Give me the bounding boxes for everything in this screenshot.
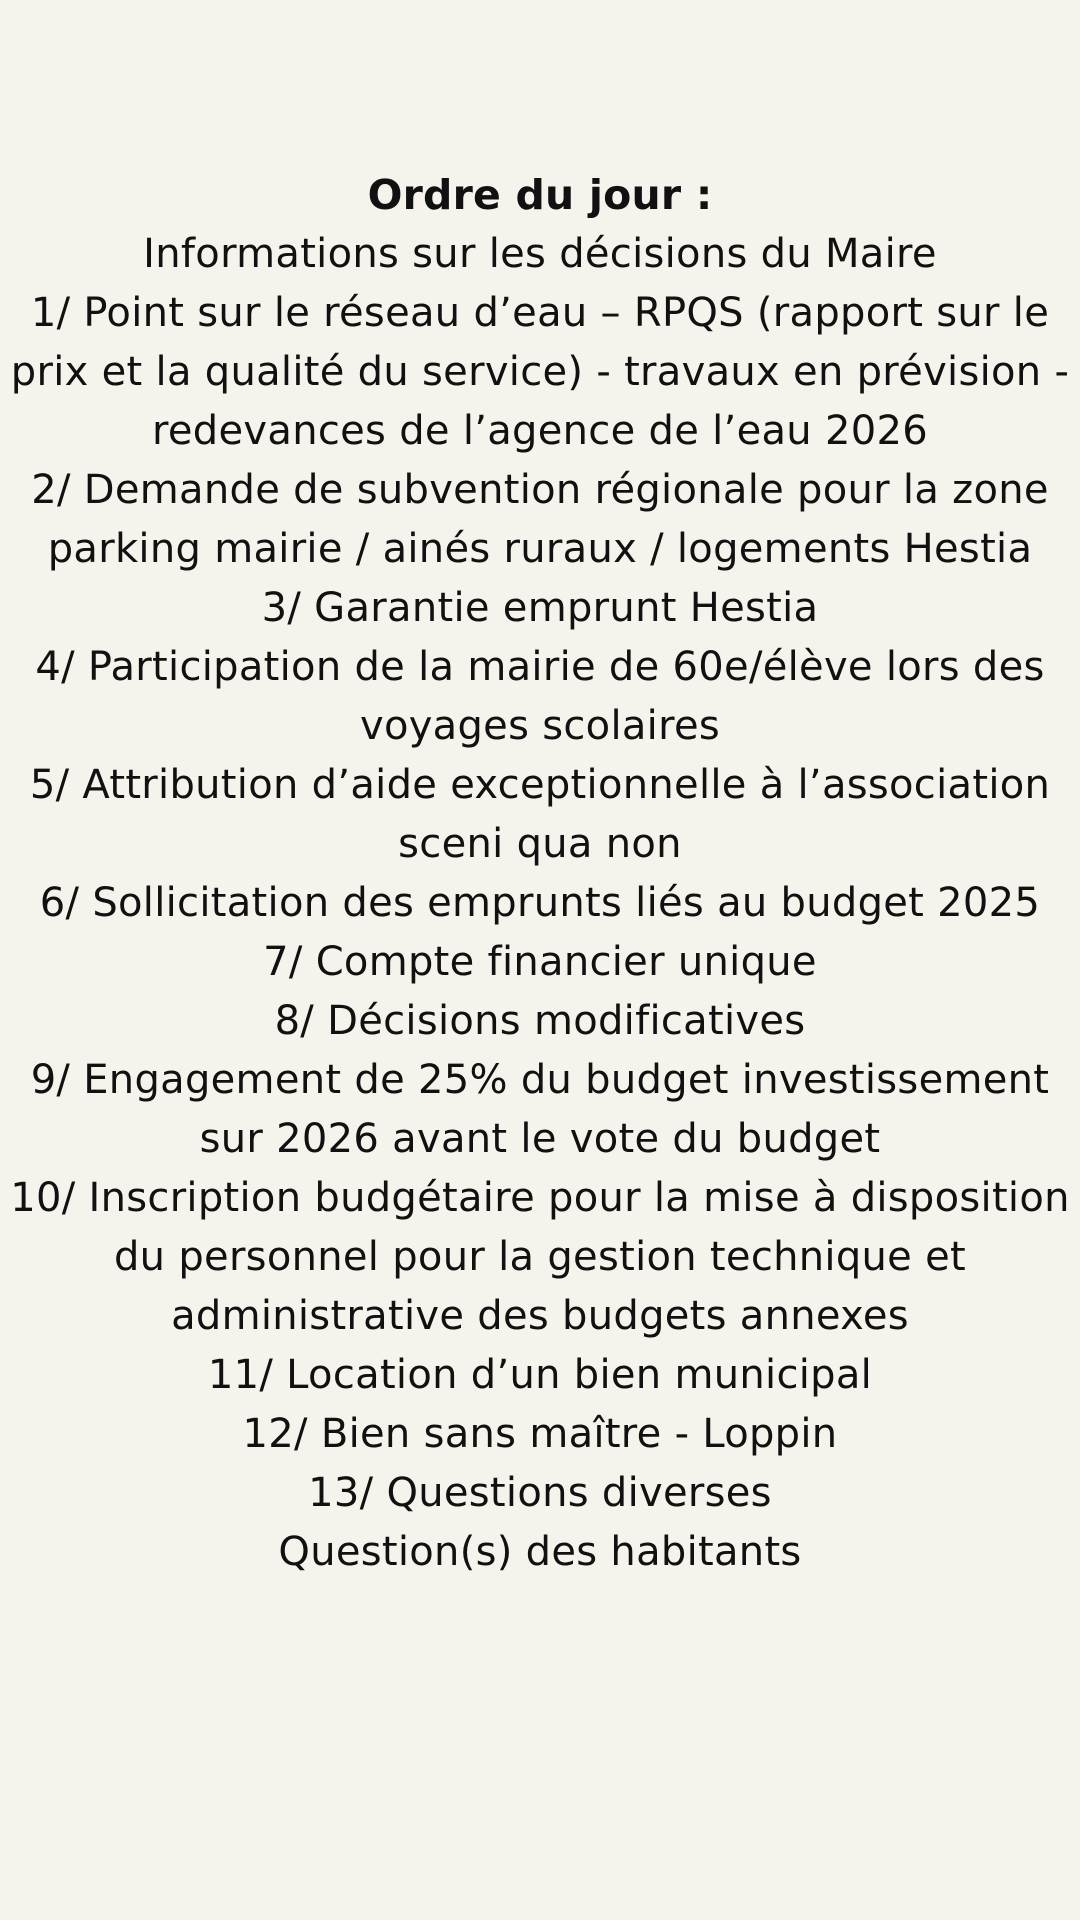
agenda-item-6: 6/ Sollicitation des emprunts liés au budget 2025 [39, 880, 1041, 926]
agenda-item-13: 13/ Questions diverses [308, 1470, 772, 1516]
agenda-item-3: 3/ Garantie emprunt Hestia [261, 585, 819, 631]
agenda-item-8: 8/ Décisions modificatives [274, 998, 806, 1044]
agenda-item-9: 9/ Engagement de 25% du budget investissement sur 2026 avant le vote du budget [30, 1057, 1050, 1162]
agenda-item-residents-questions: Question(s) des habitants [278, 1529, 802, 1575]
agenda-item-2: 2/ Demande de subvention régionale pour la zone parking mairie / ainés ruraux / logements Hestia [31, 467, 1049, 572]
agenda-item-7: 7/ Compte financier unique [263, 939, 817, 985]
agenda-item-11: 11/ Location d’un bien municipal [207, 1352, 873, 1398]
agenda-list [10, 225, 1070, 1582]
agenda [0, 166, 1080, 1582]
agenda-item-1: 1/ Point sur le réseau d’eau – RPQS (rapport sur le prix et la qualité du service) - travaux en prévision - redevances de l’agence de l’eau 2026 [10, 290, 1070, 454]
agenda-item-mayor-decisions: Informations sur les décisions du Maire [143, 231, 937, 277]
agenda-item-4: 4/ Participation de la mairie de 60e/élève lors des voyages scolaires [35, 644, 1045, 749]
agenda-item-10: 10/ Inscription budgétaire pour la mise à disposition du personnel pour la gestion technique et administrative des budgets annexes [10, 1175, 1070, 1339]
agenda-title: Ordre du jour : [367, 171, 713, 219]
agenda-item-12: 12/ Bien sans maître - Loppin [242, 1411, 838, 1457]
agenda-item-5: 5/ Attribution d’aide exceptionnelle à l’association sceni qua non [29, 762, 1051, 867]
